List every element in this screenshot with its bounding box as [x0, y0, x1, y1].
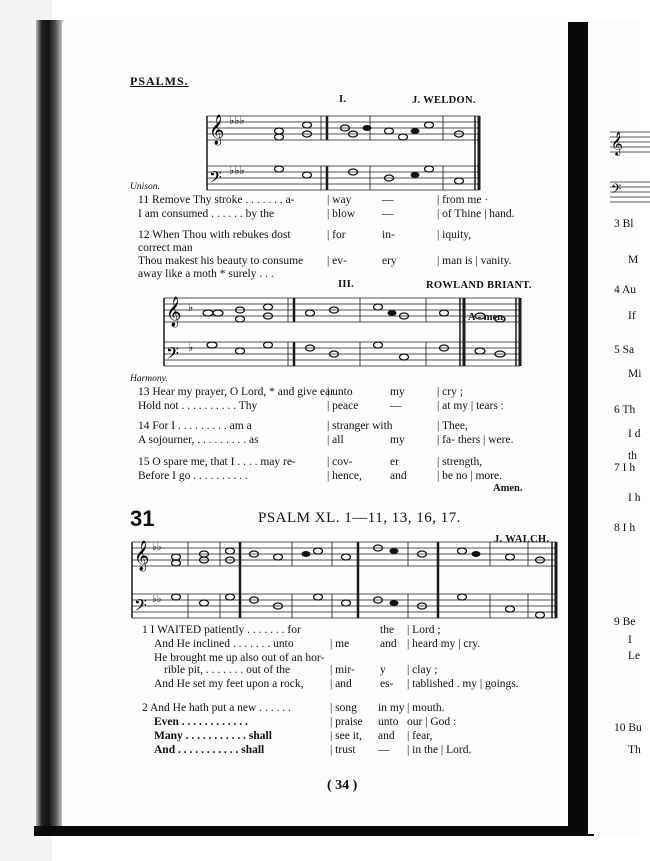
verse-cell: Many . . . . . . . . . . . shall	[154, 730, 272, 742]
svg-text:♭♭♭: ♭♭♭	[229, 114, 245, 127]
svg-text:𝄞: 𝄞	[134, 541, 150, 571]
verse-cell: rible pit, . . . . . . . out of the	[164, 664, 291, 676]
verse-cell: | stranger with	[327, 420, 393, 432]
psalm-number: 31	[130, 506, 155, 531]
verse-cell: y	[380, 664, 386, 676]
verse-cell: Before I go . . . . . . . . . .	[138, 470, 248, 482]
verse-cell: es-	[380, 678, 394, 690]
bottom-edge	[34, 826, 594, 836]
page-number: ( 34 )	[327, 778, 358, 793]
facing-line: I	[628, 634, 632, 646]
verse-cell: | iquity,	[437, 229, 472, 241]
verse-cell: | clay ;	[407, 664, 438, 676]
verse-cell: my	[390, 386, 405, 398]
verse-cell: | in the | Lord.	[407, 744, 472, 756]
verse-cell: | be no | more.	[437, 470, 502, 482]
verse-cell: 14 For I . . . . . . . . . am a	[138, 420, 252, 432]
verse-cell: unto	[378, 716, 399, 728]
verse-cell: in-	[382, 229, 395, 241]
amen-text: Amen.	[493, 483, 523, 494]
verse-cell: our | God :	[407, 716, 457, 728]
facing-line: 4 Au	[614, 284, 637, 296]
verse-cell: | blow	[327, 208, 356, 220]
chant-composer: ROWLAND BRIANT.	[426, 280, 532, 291]
verse-cell: I am consumed . . . . . . by the	[138, 208, 275, 220]
facing-line: I h	[628, 492, 641, 504]
verse-cell: | for	[327, 229, 346, 241]
facing-page	[588, 22, 640, 834]
verse-cell: and	[378, 730, 395, 742]
facing-line: If	[628, 310, 636, 322]
chant-score-2	[164, 294, 524, 374]
hymnal-page	[62, 22, 568, 826]
verse-cell: | Lord ;	[407, 624, 441, 636]
svg-text:𝄢: 𝄢	[166, 343, 179, 367]
svg-text:𝄢: 𝄢	[134, 595, 147, 619]
chant-score-3	[132, 536, 558, 628]
verse-cell: | strength,	[437, 456, 483, 468]
verse-cell: | man is | vanity.	[437, 255, 512, 267]
facing-line: 5 Sa	[614, 344, 635, 356]
verse-cell: 12 When Thou with rebukes dost correct man	[138, 229, 291, 254]
verse-cell: | cry ;	[437, 386, 463, 398]
verse-cell: He brought me up also out of an hor-	[154, 652, 325, 664]
verse-cell: | see it,	[330, 730, 363, 742]
verse-cell: | fa- thers | were.	[437, 434, 514, 446]
verse-cell: | peace	[327, 400, 359, 412]
verse-cell: | hence,	[327, 470, 362, 482]
verse-cell: | all	[327, 434, 344, 446]
verse-cell: | ev-	[327, 255, 347, 267]
verse-cell: and	[380, 638, 397, 650]
verse-cell: Even . . . . . . . . . . . .	[154, 716, 248, 728]
facing-line: 8 I h	[614, 522, 636, 534]
facing-line: 10 Bu	[614, 722, 642, 734]
svg-text:♭♭♭: ♭♭♭	[229, 164, 245, 177]
verse-cell: 11 Remove Thy stroke . . . . . . . a-	[138, 194, 295, 206]
verse-cell: —	[382, 194, 394, 206]
chant-score-1	[207, 110, 497, 198]
verse-cell: And He set my feet upon a rock,	[154, 678, 304, 690]
verse-cell: Hold not . . . . . . . . . . Thy	[138, 400, 258, 412]
verse-cell: | trust	[330, 744, 356, 756]
verse-cell: | way	[327, 194, 352, 206]
verse-cell: | fear,	[407, 730, 433, 742]
verse-cell: the	[380, 624, 395, 636]
verse-cell: Thou makest his beauty to consume away like a moth * surely . . .	[138, 255, 304, 280]
harmony-label: Harmony.	[130, 374, 168, 384]
verse-cell: A sojourner, . . . . . . . . . as	[138, 434, 259, 446]
facing-line: 7 I h	[614, 462, 636, 474]
svg-text:♭♭: ♭♭	[152, 542, 162, 553]
verse-cell: ery	[382, 255, 397, 267]
verse-cell: | mouth.	[407, 702, 445, 714]
verse-cell: | of Thine | hand.	[437, 208, 515, 220]
verse-cell: | at my | tears :	[437, 400, 504, 412]
verse-cell: | tablished . my | goings.	[407, 678, 519, 690]
verse-cell: 1 I WAITED patiently . . . . . . . for	[142, 624, 301, 636]
verse-cell: And He inclined . . . . . . . unto	[154, 638, 294, 650]
facing-line: Le	[628, 650, 641, 662]
verse-cell: And . . . . . . . . . . . shall	[154, 744, 265, 756]
svg-text:𝄞: 𝄞	[611, 131, 623, 155]
svg-text:♭: ♭	[188, 341, 194, 354]
unison-label: Unison.	[130, 182, 160, 192]
svg-text:♭♭: ♭♭	[152, 594, 162, 605]
facing-line: 3 Bl	[614, 218, 634, 230]
svg-text:𝄞: 𝄞	[209, 115, 225, 145]
svg-text:𝄢: 𝄢	[611, 181, 622, 200]
svg-text:♭: ♭	[188, 301, 194, 314]
svg-text:𝄞: 𝄞	[166, 297, 182, 327]
verse-cell: | Thee,	[437, 420, 468, 432]
verse-cell: 15 O spare me, that I . . . . may re-	[138, 456, 296, 468]
verse-cell: and	[390, 470, 407, 482]
facing-line: th	[628, 450, 637, 462]
section-heading: PSALMS.	[130, 74, 189, 88]
facing-staff	[610, 124, 650, 214]
verse-cell: | mir-	[330, 664, 355, 676]
verse-cell: my	[390, 434, 405, 446]
facing-line: 6 Th	[614, 404, 636, 416]
verse-cell: —	[382, 208, 394, 220]
facing-line: I d	[628, 428, 641, 440]
verse-cell: in my	[378, 702, 405, 714]
chant-number: III.	[338, 279, 355, 290]
chant-composer: J. WALCH.	[494, 534, 550, 545]
amen-lyric: A - men.	[468, 312, 506, 323]
verse-cell: —	[390, 400, 402, 412]
gutter-shadow	[568, 22, 588, 834]
verse-cell: | and	[330, 678, 352, 690]
verse-cell: | cov-	[327, 456, 353, 468]
verse-cell: | heard my | cry.	[407, 638, 481, 650]
svg-text:𝄢: 𝄢	[209, 167, 222, 191]
verse-cell: | song	[330, 702, 357, 714]
verse-cell: | from me ·	[437, 194, 489, 206]
facing-line: Mi	[628, 368, 642, 380]
verse-cell: | unto	[327, 386, 353, 398]
chant-composer: J. WELDON.	[412, 95, 476, 106]
facing-line: M	[628, 254, 639, 266]
facing-line: Th	[628, 744, 641, 756]
facing-line: 9 Be	[614, 616, 636, 628]
book-spine	[36, 20, 64, 832]
verse-cell: —	[378, 744, 390, 756]
verse-cell: 2 And He hath put a new . . . . . .	[142, 702, 291, 714]
verse-cell: 13 Hear my prayer, O Lord, * and give ear	[138, 386, 334, 398]
verse-cell: | praise	[330, 716, 363, 728]
chant-number: I.	[339, 94, 347, 105]
psalm-title: PSALM XL. 1—11, 13, 16, 17.	[258, 510, 461, 526]
verse-cell: | me	[330, 638, 350, 650]
verse-cell: er	[390, 456, 399, 468]
